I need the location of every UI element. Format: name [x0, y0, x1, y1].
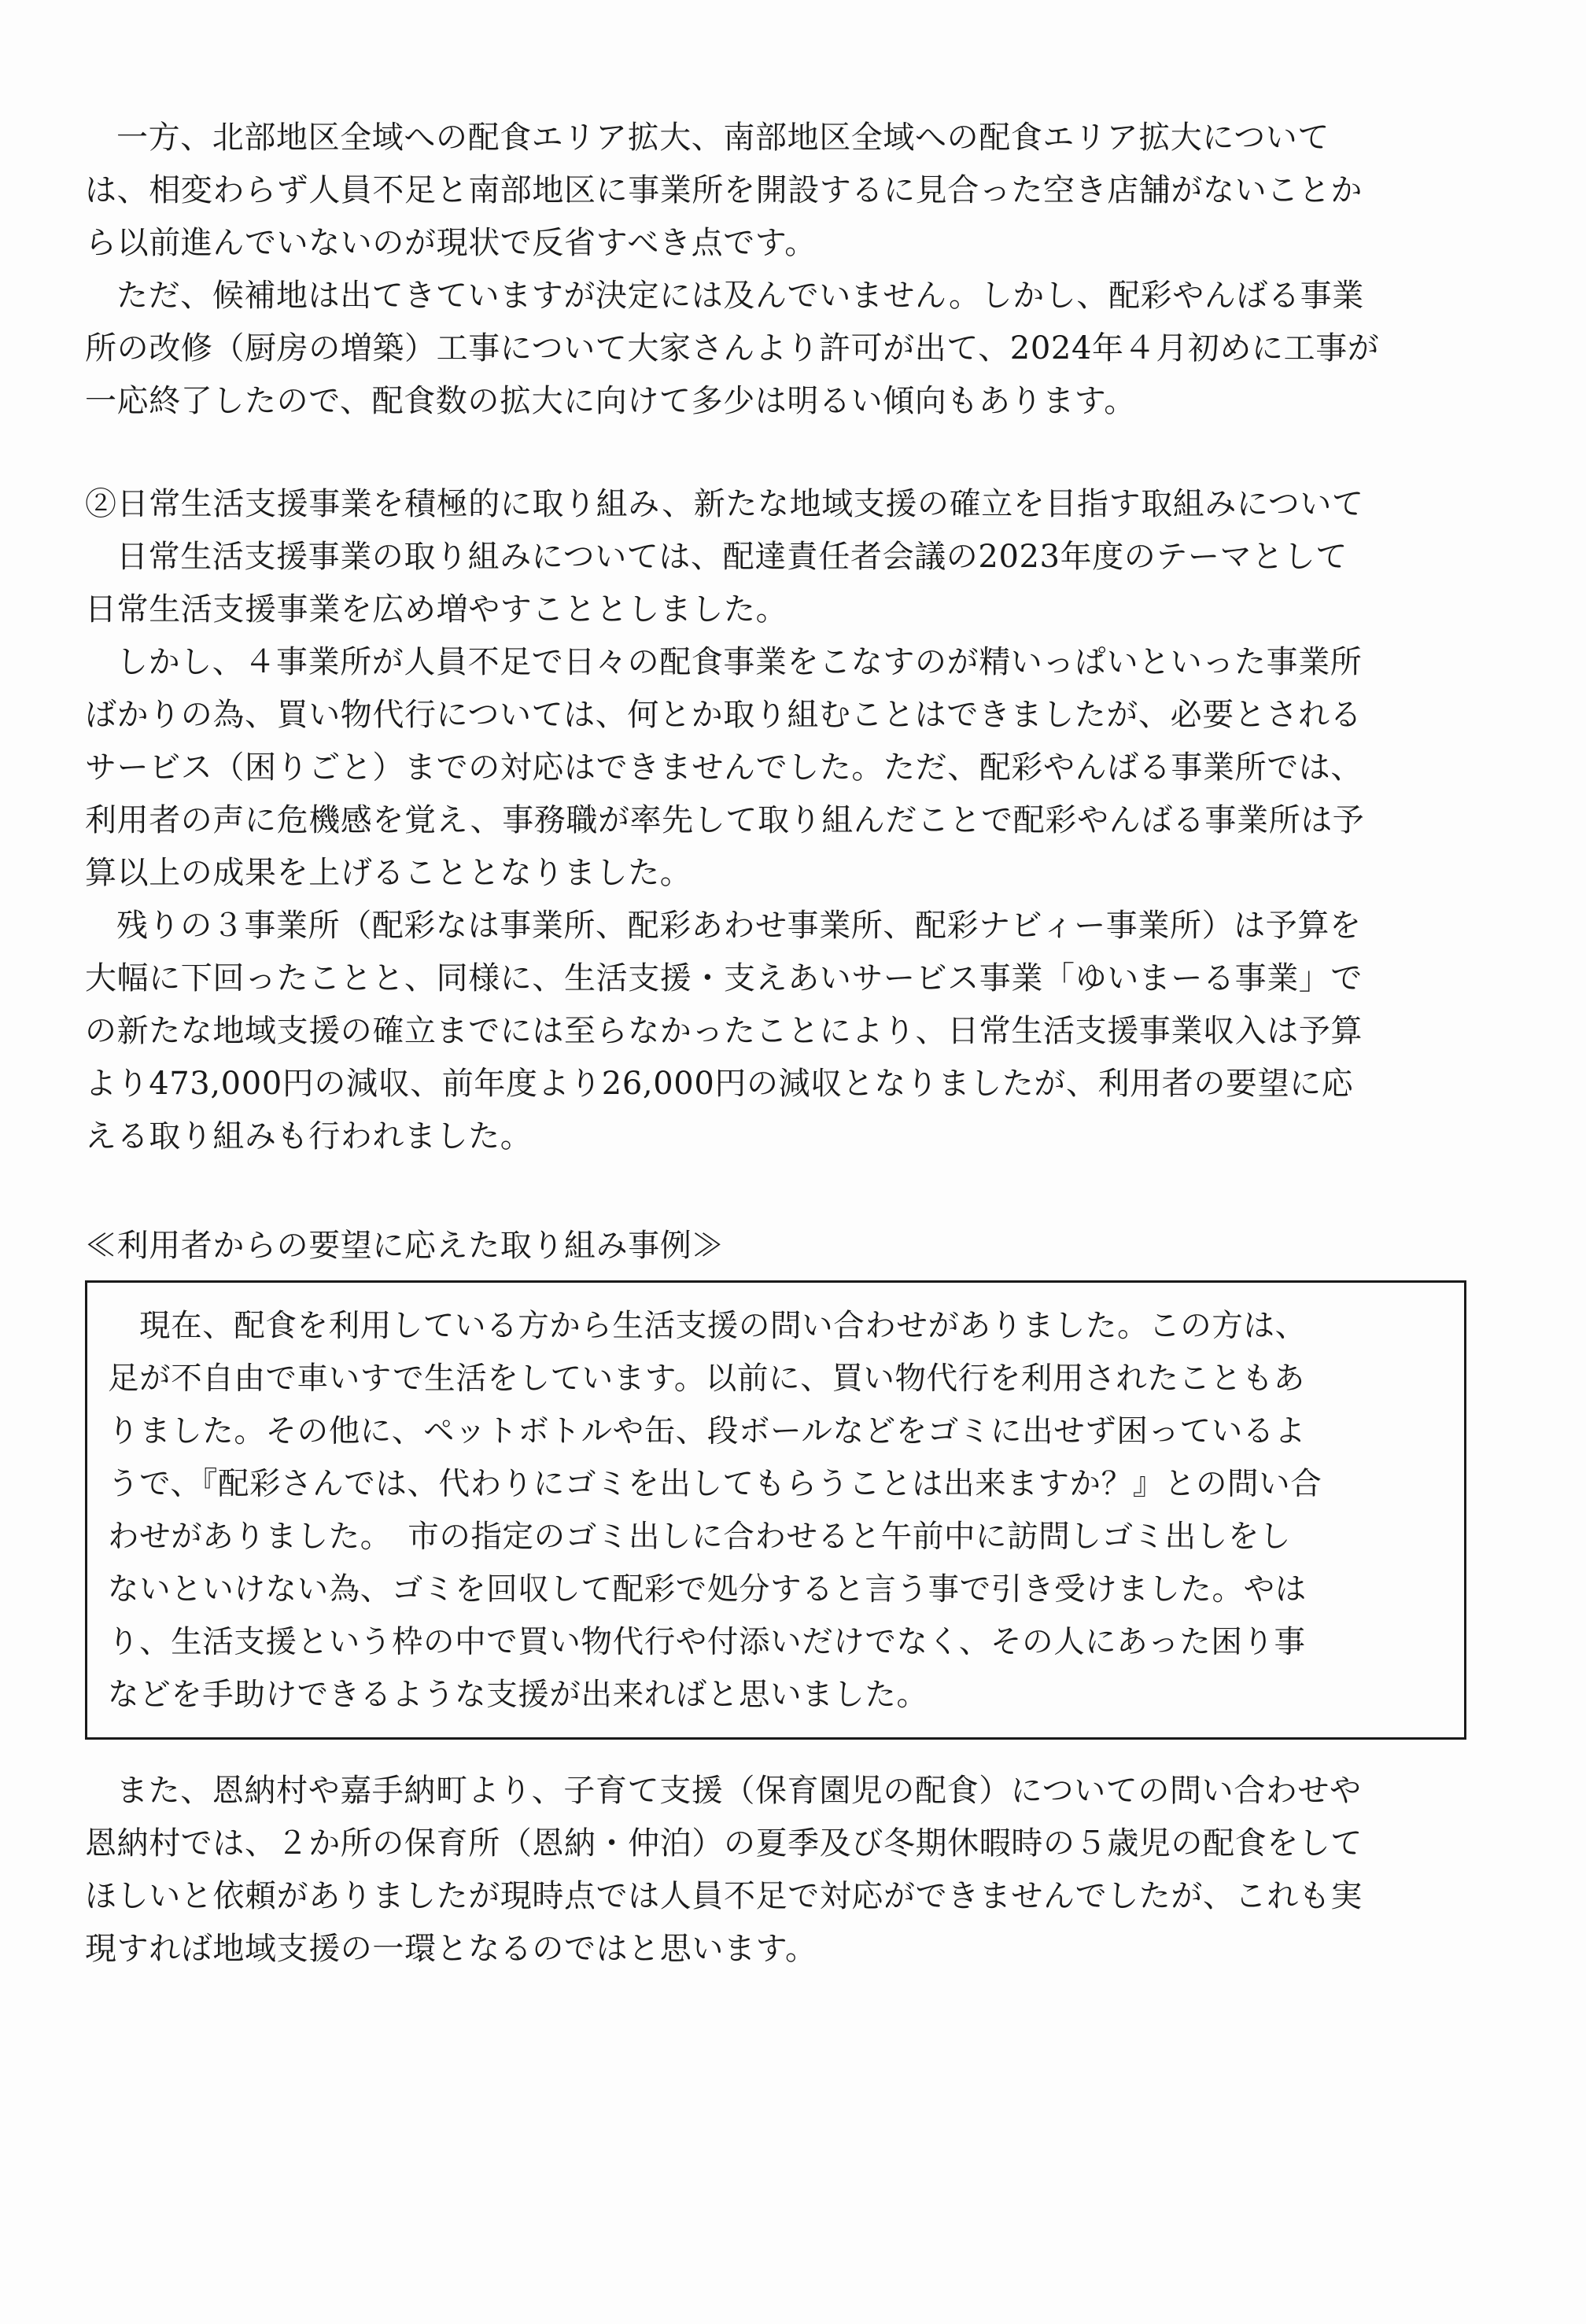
- box-text-line: ないといけない為、ゴミを回収して配彩で処分すると言う事で引き受けました。やは: [108, 1571, 1307, 1608]
- text-line: の新たな地域支援の確立までには至らなかったことにより、日常生活支援事業収入は予算: [85, 1013, 1363, 1049]
- text-line: より473,000円の減収、前年度より26,000円の減収となりましたが、利用者の要望に応: [85, 1066, 1354, 1102]
- section-2: [85, 478, 1485, 1163]
- text-line: 大幅に下回ったことと、同様に、生活支援・支えあいサービス事業「ゆいまーる事業」で: [85, 960, 1363, 996]
- case-section: [85, 1220, 1485, 1740]
- intro-section: [85, 112, 1485, 428]
- text-line: 利用者の声に危機感を覚え、事務職が率先して取り組んだことで配彩やんばる事業所は予: [85, 802, 1365, 838]
- text-line: 所の改修（厨房の増築）工事について大家さんより許可が出て、2024年４月初めに工事が: [85, 330, 1380, 366]
- document-body: [85, 112, 1485, 1976]
- box-text-line: 足が不自由で車いすで生活をしています。以前に、買い物代行を利用されたこともあ: [108, 1361, 1305, 1397]
- text-line: ら以前進んでいないのが現状で反省すべき点です。: [85, 225, 817, 261]
- text-line: しかし、４事業所が人員不足で日々の配食事業をこなすのが精いっぱいといった事業所: [116, 644, 1363, 680]
- text-line: ただ、候補地は出てきていますが決定には及んでいません。しかし、配彩やんばる事業: [116, 278, 1364, 314]
- text-line: 日常生活支援事業の取り組みについては、配達責任者会議の2023年度のテーマとして: [116, 539, 1348, 575]
- box-text-line: り、生活支援という枠の中で買い物代行や付添いだけでなく、その人にあった困り事: [108, 1624, 1306, 1660]
- text-line: 一応終了したので、配食数の拡大に向けて多少は明るい傾向もあります。: [85, 383, 1136, 419]
- text-line: える取り組みも行われました。: [85, 1118, 533, 1155]
- spacer: [85, 1740, 1485, 1765]
- text-line: 一方、北部地区全域への配食エリア拡大、南部地区全域への配食エリア拡大について: [116, 120, 1330, 156]
- closing-section: [85, 1765, 1485, 1976]
- text-line: 残りの３事業所（配彩なは事業所、配彩あわせ事業所、配彩ナビィー事業所）は予算を: [116, 908, 1362, 944]
- section-heading: ②日常生活支援事業を積極的に取り組み、新たな地域支援の確立を目指す取組みについて: [85, 486, 1364, 522]
- box-text-line: などを手助けできるような支援が出来ればと思いました。: [108, 1677, 928, 1713]
- text-line: は、相変わらず人員不足と南部地区に事業所を開設するに見合った空き店舗がないことか: [85, 172, 1363, 208]
- text-line: サービス（困りごと）までの対応はできませんでした。ただ、配彩やんばる事業所では、: [85, 749, 1363, 786]
- box-text-line: うで、『配彩さんでは、代わりにゴミを出してもらうことは出来ますか？』との問い合: [108, 1466, 1322, 1502]
- text-line: また、恩納村や嘉手納町より、子育て支援（保育園児の配食）についての問い合わせや: [116, 1773, 1362, 1809]
- spacer: [85, 1163, 1485, 1220]
- box-text-line: わせがありました。 市の指定のゴミ出しに合わせると午前中に訪問しゴミ出しをし: [108, 1519, 1292, 1555]
- case-heading: ≪利用者からの要望に応えた取り組み事例≫: [85, 1228, 724, 1264]
- text-line: ほしいと依頼がありましたが現時点では人員不足で対応ができませんでしたが、これも実: [85, 1878, 1363, 1914]
- text-line: 日常生活支援事業を広め増やすこととしました。: [85, 591, 788, 628]
- text-line: 現すれば地域支援の一環となるのではと思います。: [85, 1931, 817, 1967]
- box-text-line: 現在、配食を利用している方から生活支援の問い合わせがありました。この方は、: [139, 1308, 1307, 1344]
- box-text-line: りました。その他に、ペットボトルや缶、段ボールなどをゴミに出せず困っているよ: [108, 1413, 1307, 1449]
- text-line: 恩納村では、２か所の保育所（恩納・仲泊）の夏季及び冬期休暇時の５歳児の配食をして: [85, 1825, 1363, 1862]
- case-box: [85, 1280, 1466, 1740]
- text-line: 算以上の成果を上げることとなりました。: [85, 855, 692, 891]
- spacer: [85, 428, 1485, 478]
- text-line: ばかりの為、買い物代行については、何とか取り組むことはできましたが、必要とされる: [85, 697, 1363, 733]
